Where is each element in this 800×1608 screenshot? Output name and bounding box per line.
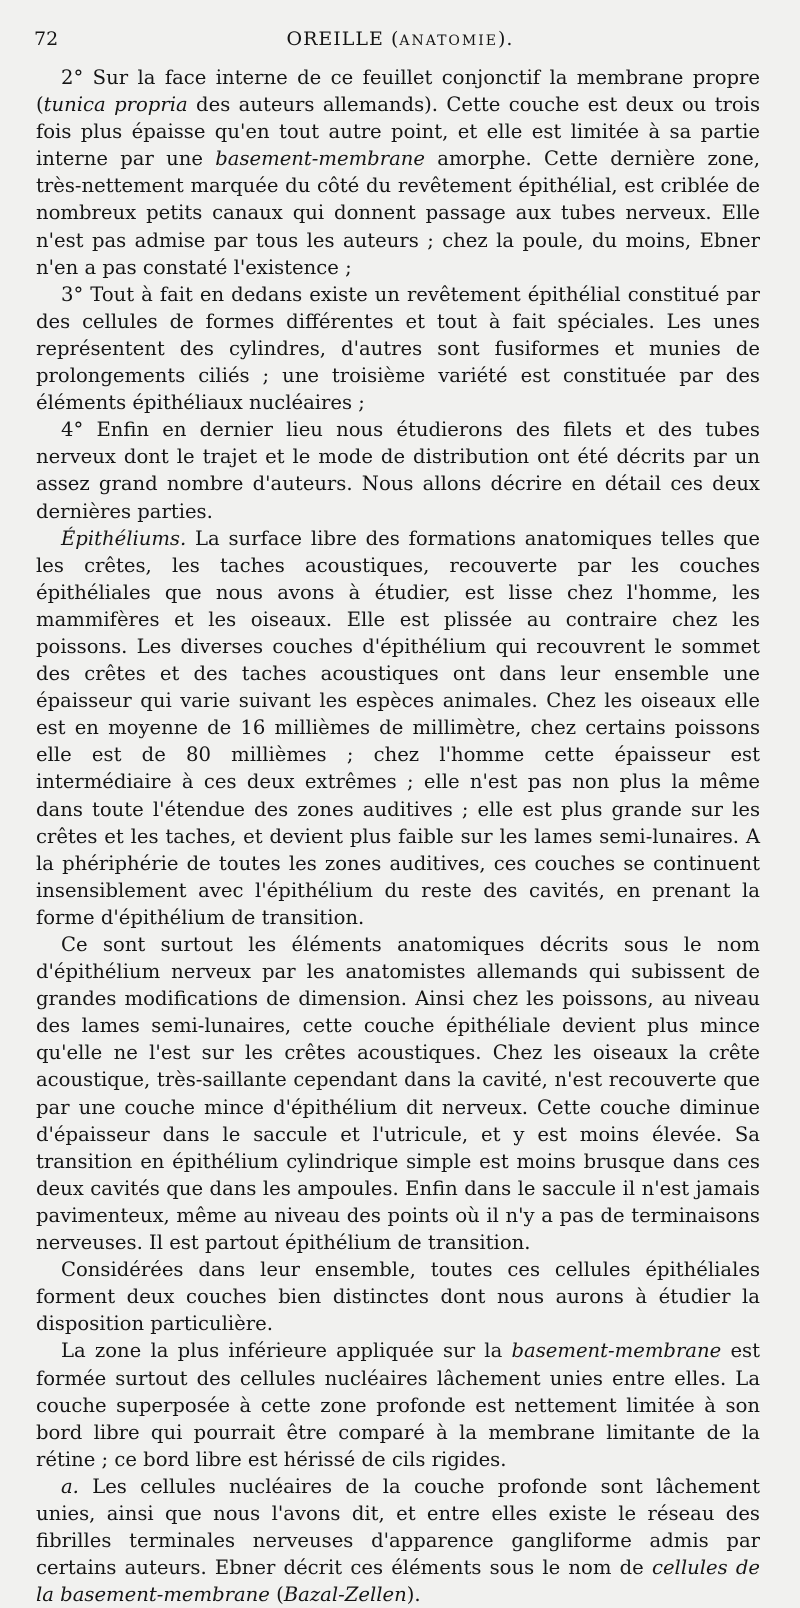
italic-text: basement-membrane xyxy=(511,1339,722,1363)
running-title-close: ). xyxy=(497,28,514,50)
italic-text: basement-membrane xyxy=(215,147,425,171)
paragraph xyxy=(36,1337,760,1472)
text-run: ( xyxy=(269,1583,284,1607)
text-run: 4° Enfin en dernier lieu nous étudierons des filets et des tubes nerveux dont le trajet et le mode de distribution ont été décrits par un assez grand nombre d'auteurs. Nous allons décrire en détail ces deux dernières parties. xyxy=(36,418,760,523)
running-title-subtitle: ANATOMIE xyxy=(399,33,498,49)
text-run: amorphe. Cette dernière zone, très-nettement marquée du côté du revêtement épithélial, est criblée de nombreux petits canaux qui donnent passage aux tubes nerveux. Elle n'est pas admise par tous les auteurs ; chez la poule, du moins, Ebner n'en a pas constaté l'existence ; xyxy=(36,147,761,279)
italic-text: tunica propria xyxy=(43,93,188,117)
text-run: La zone la plus inférieure appliquée sur la xyxy=(61,1339,512,1363)
paragraph xyxy=(36,525,760,931)
running-header xyxy=(34,22,766,58)
paragraph xyxy=(36,64,760,281)
paragraph xyxy=(36,1256,760,1337)
text-run: Considérées dans leur ensemble, toutes ces cellules épithéliales forment deux couches bien distinctes dont nous aurons à étudier la disposition particulière. xyxy=(36,1258,760,1336)
text-run: Les cellules nucléaires de la couche profonde sont lâchement unies, ainsi que nous l'avons dit, et entre elles existe le réseau des fibrilles terminales nerveuses d'apparence gangliforme admis par certains auteurs. Ebner décrit ces éléments sous le nom de xyxy=(36,1474,760,1580)
running-title-open: ( xyxy=(383,28,400,50)
italic-text: cellules de la basement-membrane xyxy=(36,1556,760,1607)
paragraph xyxy=(36,931,760,1256)
text-run: est formée surtout des cellules nucléaires lâchement unies entre elles. La couche superposée à cette zone profonde est nettement limitée à son bord libre qui pourrait être comparé à la membrane limitante de la rétine ; ce bord libre est hérissé de cils rigides. xyxy=(36,1339,760,1471)
running-title-main: OREILLE xyxy=(286,28,384,50)
text-run: 2° Sur la face interne de ce feuillet conjonctif la membrane propre ( xyxy=(36,66,760,117)
italic-text: a. xyxy=(61,1474,79,1498)
text-run: ). xyxy=(406,1583,421,1607)
text-run: des auteurs allemands). Cette couche est deux ou trois fois plus épaisse qu'en tout autre point, et elle est limitée à sa partie interne par une xyxy=(36,93,760,171)
running-title xyxy=(34,28,766,50)
text-run: 3° Tout à fait en dedans existe un revêtement épithélial constitué par des cellules de formes différentes et tout à fait spéciales. Les unes représentent des cylindres, d'autres sont fusiformes et munies de prolongements ciliés ; une troisième variété est constituée par des éléments épithéliaux nucléaires ; xyxy=(36,282,760,415)
paragraph xyxy=(36,281,760,416)
italic-text: Épithéliums. xyxy=(61,526,187,550)
italic-text: Bazal-Zellen xyxy=(283,1583,407,1607)
body-text xyxy=(36,64,760,1608)
page-number: 72 xyxy=(34,28,59,50)
paragraph xyxy=(36,416,760,524)
paragraph xyxy=(36,1473,760,1608)
text-run: Ce sont surtout les éléments anatomiques décrits sous le nom d'épithélium nerveux par les anatomistes allemands qui subissent de grandes modifications de dimension. Ainsi chez les poissons, au niveau des lames semi-lunaires, cette couche épithéliale devient plus mince qu'elle ne l'est sur les crêtes acoustiques. Chez les oiseaux la crête acoustique, très-saillante cependant dans la cavité, n'est recouverte que par une couche mince d'épithélium dit nerveux. Cette couche diminue d'épaisseur dans le saccule et l'utricule, et y est moins élevée. Sa transition en épithélium cylindrique simple est moins brusque dans ces deux cavités que dans les ampoules. Enfin dans le saccule il n'est jamais pavimenteux, même au niveau des points où il n'y a pas de terminaisons nerveuses. Il est partout épithélium de transition. xyxy=(36,933,760,1255)
text-run: La surface libre des formations anatomiques telles que les crêtes, les taches acoustiques, recouverte par les couches épithéliales que nous avons à étudier, est lisse chez l'homme, les mammifères et les oiseaux. Elle est plissée au contraire chez les poissons. Les diverses couches d'épithélium qui recouvrent le sommet des crêtes et des taches acoustiques ont dans leur ensemble une épaisseur qui varie suivant les espèces animales. Chez les oiseaux elle est en moyenne de 16 millièmes de millimètre, chez certains poissons elle est de 80 millièmes ; chez l'homme cette épaisseur est intermédiaire à ces deux extrêmes ; elle n'est pas non plus la même dans toute l'étendue des zones auditives ; elle est plus grande sur les crêtes et les taches, et devient plus faible sur les lames semi-lunaires. A la phériphérie de toutes les zones auditives, ces couches se continuent insensiblement avec l'épithélium du reste des cavités, en prenant la forme d'épithélium de transition. xyxy=(36,526,760,929)
